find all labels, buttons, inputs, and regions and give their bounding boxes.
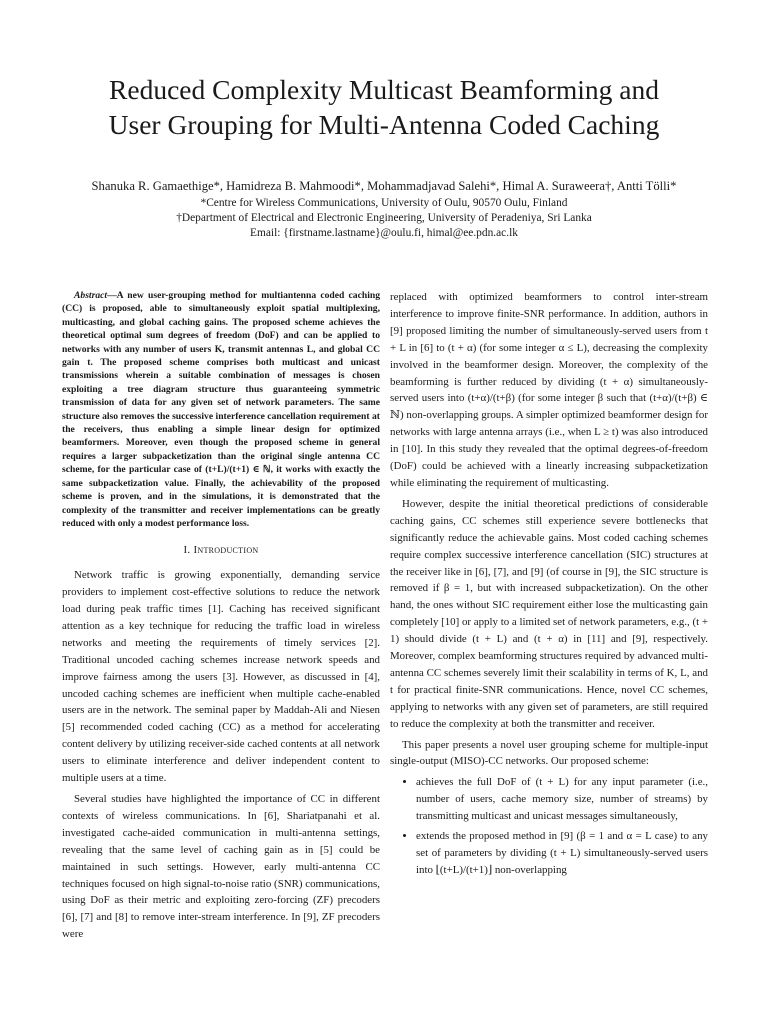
intro-paragraph-3: replaced with optimized beamformers to control inter-stream interference to improve finite-SNR performance. In addition, authors in [9] proposed limiting the number of simultaneously-served users from t + L in [6] to (t + α) (for some integer α ≤ L), decreasing the complexity involved in the beamformer design. Moreover, the complexity of the beamforming is further reduced by dividing (t + α) simultaneously-served users into (t+α)/(t+β) (for some integer β such that (t+α)/(t+β) ∈ ℕ) non-overlapping groups. A simpler optimized beamformer design for networks with large antenna arrays (i.e., when L ≥ t) was also introduced in [10]. In this study they revealed that the optimal degrees-of-freedom (DoF) could be achieved with a linearly increasing subpacketization while eliminating the requirement of multicasting. bbox=[390, 291, 708, 489]
abstract-text: —A new user-grouping method for multiantenna coded caching (CC) is proposed, able to simultaneously exploit spatial multiplexing, multicasting, and global caching gains. The proposed scheme achieves the theoretical optimal sum degrees of freedom (DoF) and can be applied to networks with any number of users K, transmit antennas L, and global CC gain t. The proposed scheme comprises both multicast and unicast transmissions wherein a suitable combination of messages is chosen exploiting a tree diagram structure thus guaranteeing symmetric transmission of data for any given set of network parameters. The same structure also removes the successive interference cancellation requirement at the receivers, thus enabling a simple linear design for optimized beamformers. Moreover, even though the proposed scheme in general requires a larger subpacketization than the original single antenna CC scheme, for the particular case of (t+L)/(t+1) ∈ ℕ, it works with exactly the same subpacketization value. Finally, the achievability of the proposed scheme is proven, and in the simulations, it is demonstrated that the complexity of the transmitter and receiver implementations can be greatly reduced with only a modest performance loss. bbox=[62, 290, 380, 529]
email-line: Email: {firstname.lastname}@oulu.fi, himal@ee.pdn.ac.lk bbox=[250, 227, 518, 239]
contribution-list bbox=[390, 774, 708, 878]
title-line-2: User Grouping for Multi-Antenna Coded Caching bbox=[108, 109, 660, 140]
affiliation-peradeniya: †Department of Electrical and Electronic Engineering, University of Peradeniya, Sri Lanka bbox=[176, 212, 592, 224]
right-column bbox=[390, 289, 708, 882]
abstract bbox=[62, 289, 380, 530]
contribution-item-1: • achieves the full DoF of (t + L) for any input parameter (i.e., number of users, cache memory size, number of streams) by transmitting multicast and unicast messages simultaneously, bbox=[416, 774, 708, 825]
intro-paragraph-4: However, despite the initial theoretical predictions of considerable caching gains, CC schemes still experience severe bottlenecks that significantly reduce the achievable gains. Most coded caching schemes require complex successive interference cancellation (SIC) structures at the receiver like in [6], [7], and [9] (of course in [9], the SIC structure is removed if β = 1, but with increased subpacketization). On the other hand, the ones without SIC requirement either lose the multicasting gain completely [10] or apply to a limited set of network parameters, e.g., (t + 1) should divide (t + L) and (t + α) in [11] and [9], respectively. Moreover, complex beamforming structures required by advanced multi-antenna CC schemes severely limit their scalability in terms of K, L, and t for practical finite-SNR communications. Hence, novel CC schemes, applying to networks with any given set of parameters, are still required to reduce the complexity at both the transmitter and receiver. bbox=[390, 497, 708, 730]
title-line-1: Reduced Complexity Multicast Beamforming and bbox=[109, 74, 659, 105]
author-list: Shanuka R. Gamaethige*, Hamidreza B. Mahmoodi*, Mohammadjavad Salehi*, Himal A. Suraweera†, Antti Tölli* bbox=[91, 179, 677, 193]
section-heading-introduction: I. Introduction bbox=[183, 544, 259, 557]
intro-paragraph-1: Network traffic is growing exponentially, demanding service providers to implement cost-effective solutions to reduce the network load during peak traffic times [1]. Caching has received significant attention as a key technique for reducing the traffic load in wireless networks and meeting the requirements of timely services [2]. Traditional uncoded caching schemes increase network speeds and improve fairness among the users [3]. However, as discussed in [4], uncoded caching schemes are inefficient when multiple cache-enabled users are in the network. The seminal paper by Maddah-Ali and Niesen [5] recommended coded caching (CC) as a method for accelerating content delivery by utilizing receiver-side cached contents at all network users to eliminate interference and deliver independent content to multiple users at a time. bbox=[62, 569, 380, 785]
intro-paragraph-5: This paper presents a novel user grouping scheme for multiple-input single-output (MISO)-CC networks. Our proposed scheme: bbox=[390, 738, 708, 768]
intro-paragraph-2: Several studies have highlighted the importance of CC in different contexts of wireless communications. In [6], Shariatpanahi et al. investigated cache-aided communication in multi-antenna settings, revealing that the same level of caching gain as in [5] could be maintained in such settings. However, early multi-antenna CC techniques focused on high signal-to-noise ratio (SNR) communications, using DoF as their metric and exploiting zero-forcing (ZF) precoders [6], [7] and [8] to remove inter-stream interference. In [9], ZF precoders were bbox=[62, 793, 380, 941]
affiliation-oulu: *Centre for Wireless Communications, University of Oulu, 90570 Oulu, Finland bbox=[200, 197, 568, 209]
paper-title bbox=[30, 72, 738, 142]
abstract-label: Abstract bbox=[74, 290, 108, 301]
left-column bbox=[62, 289, 380, 943]
contribution-item-2: • extends the proposed method in [9] (β = 1 and α = L case) to any set of parameters by dividing (t + L) simultaneously-served users into ⌊(t+L)/(t+1)⌋ non-overlapping bbox=[416, 828, 708, 879]
